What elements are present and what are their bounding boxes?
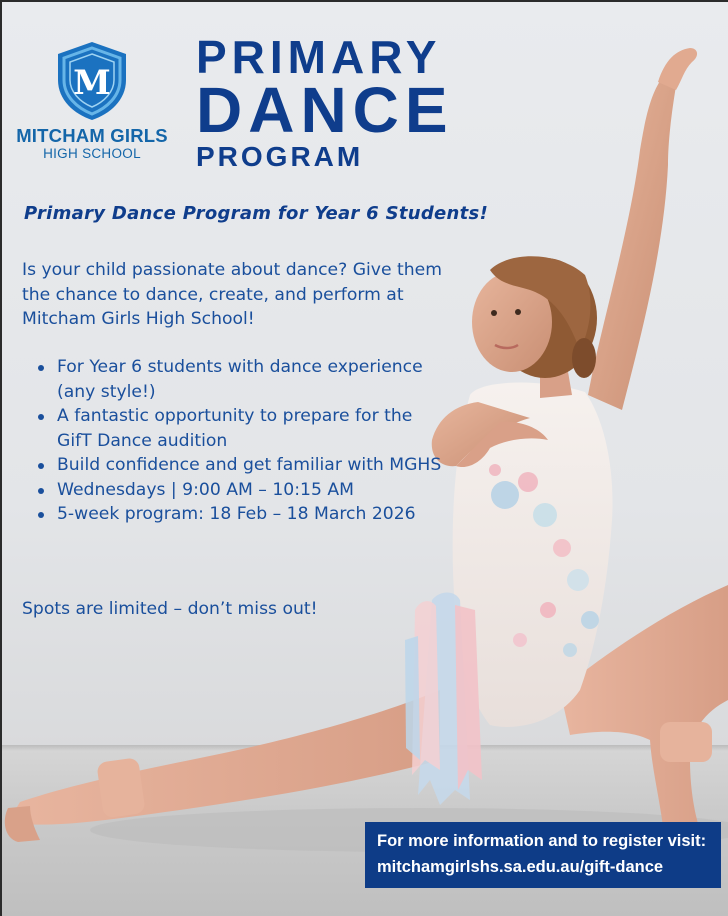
register-callout — [365, 822, 721, 888]
shield-crest-icon — [54, 40, 130, 122]
logo-monogram: M — [73, 63, 111, 103]
school-name: MITCHAM GIRLS — [16, 125, 168, 146]
closing-note: Spots are limited – don’t miss out! — [22, 599, 318, 619]
school-logo — [14, 40, 170, 162]
register-link[interactable]: mitchamgirlshs.sa.edu.au/gift-dance — [377, 858, 664, 876]
school-subname: HIGH SCHOOL — [43, 146, 141, 161]
details-list — [22, 355, 442, 527]
list-item: For Year 6 students with dance experience (any style!) — [22, 355, 442, 404]
list-item: Build confidence and get familiar with MGHS — [22, 453, 442, 478]
list-item: A fantastic opportunity to prepare for the GifT Dance audition — [22, 404, 442, 453]
list-item: 5-week program: 18 Feb – 18 March 2026 — [22, 502, 442, 527]
intro-paragraph: Is your child passionate about dance? Give them the chance to dance, create, and perform at Mitcham Girls High School! — [22, 260, 442, 329]
subtitle: Primary Dance Program for Year 6 Students! — [24, 203, 489, 224]
list-item: Wednesdays | 9:00 AM – 10:15 AM — [22, 478, 442, 503]
page-title — [196, 31, 454, 172]
title-line-primary: PRIMARY — [196, 31, 442, 83]
title-line-program: PROGRAM — [196, 141, 364, 172]
title-line-dance: DANCE — [196, 74, 454, 146]
cta-heading: For more information and to register visit: — [377, 832, 707, 850]
